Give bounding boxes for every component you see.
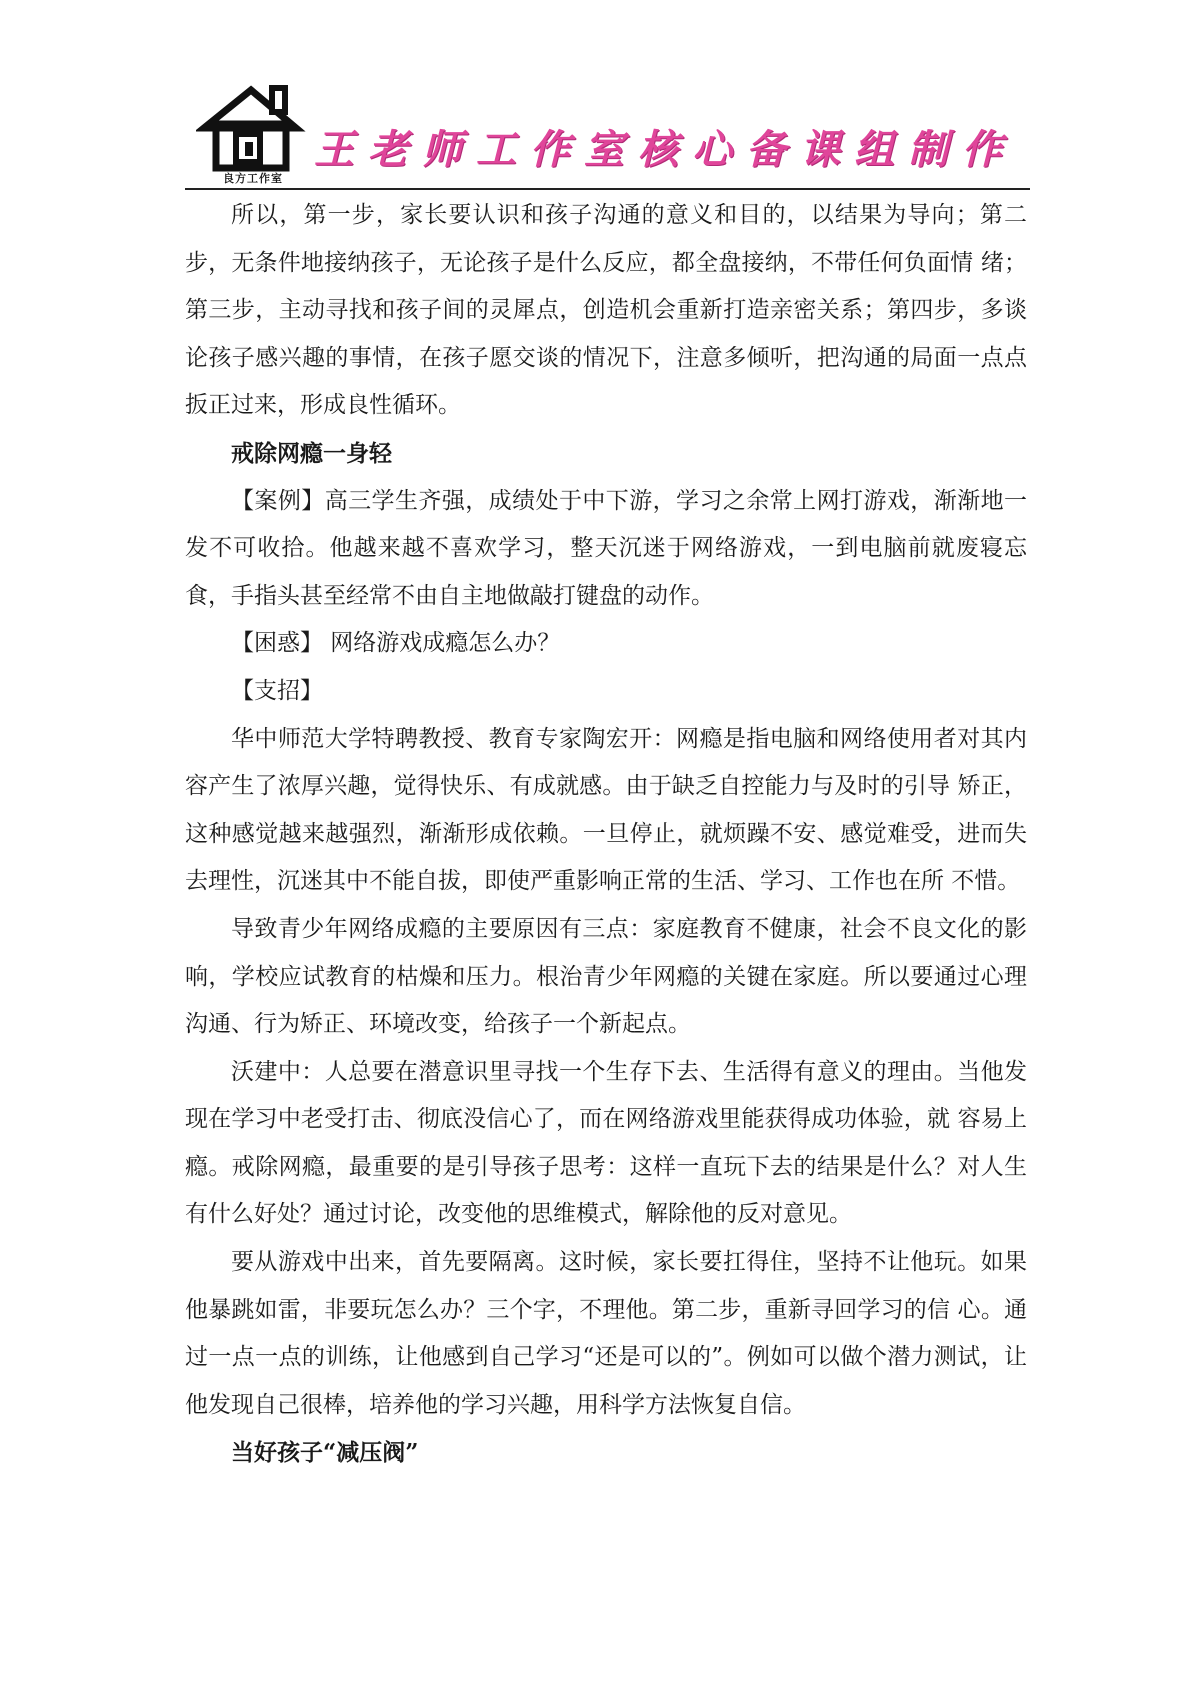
paragraph: 要从游戏中出来，首先要隔离。这时候，家长要扛得住，坚持不让他玩。如果他暴跳如雷，非要玩怎么办？三个字，不理他。第二步，重新寻回学习的信 心。通过一点一点的训练，让他感到自己学习“还是可以的”。例如可以做个潜力测试，让他发现自己很棒，培养他的学习兴趣，用科学方法恢复自信。 [185, 1249, 1027, 1418]
paragraph: 沃建中：人总要在潜意识里寻找一个生存下去、生活得有意义的理由。当他发现在学习中老受打击、彻底没信心了，而在网络游戏里能获得成功体验，就 容易上瘾。戒除网瘾，最重要的是引导孩子思考：这样一直玩下去的结果是什么？对人生有什么好处？通过讨论，改变他的思维模式，解除他的反对意见。 [185, 1058, 1027, 1228]
paragraph: 导致青少年网络成瘾的主要原因有三点：家庭教育不健康，社会不良文化的影响，学校应试教育的枯燥和压力。根治青少年网瘾的关键在家庭。所以要通过心理沟通、行为矫正、环境改变，给孩子一个新起点。 [185, 915, 1027, 1038]
section-heading: 当好孩子“减压阀” [231, 1439, 419, 1467]
banner-title: 王老师工作室核心备课组制作 [314, 127, 1016, 173]
header-divider [185, 188, 1030, 190]
paragraph: 【困惑】 网络游戏成瘾怎么办？ [231, 630, 561, 657]
paragraph: 所以，第一步，家长要认识和孩子沟通的意义和目的，以结果为导向；第二步，无条件地接纳孩子，无论孩子是什么反应，都全盘接纳，不带任何负面情 绪；第三步，主动寻找和孩子间的灵犀点，创造机会重新打造亲密关系；第四步，多谈论孩子感兴趣的事情，在孩子愿交谈的情况下，注意多倾听，把沟通的局面一点点扳正过来，形成良性循环。 [185, 202, 1027, 419]
page-header [196, 84, 1026, 190]
document-body [185, 192, 1027, 1477]
paragraph: 【支招】 [231, 677, 323, 704]
paragraph: 【案例】高三学生齐强，成绩处于中下游，学习之余常上网打游戏，渐渐地一发不可收拾。他越来越不喜欢学习，整天沉迷于网络游戏，一到电脑前就废寝忘食，手指头甚至经常不由自主地做敲打键盘的动作。 [185, 487, 1027, 609]
paragraph: 华中师范大学特聘教授、教育专家陶宏开：网瘾是指电脑和网络使用者对其内容产生了浓厚兴趣，觉得快乐、有成就感。由于缺乏自控能力与及时的引导 矫正，这种感觉越来越强烈，渐渐形成依赖。一旦停止，就烦躁不安、感觉难受，进而失去理性，沉迷其中不能自拔，即使严重影响正常的生活、学习、工作也在所 不惜。 [185, 725, 1027, 895]
house-logo-icon [196, 84, 306, 190]
section-heading: 戒除网瘾一身轻 [231, 439, 392, 467]
logo-caption: 良方工作室 [223, 172, 283, 185]
